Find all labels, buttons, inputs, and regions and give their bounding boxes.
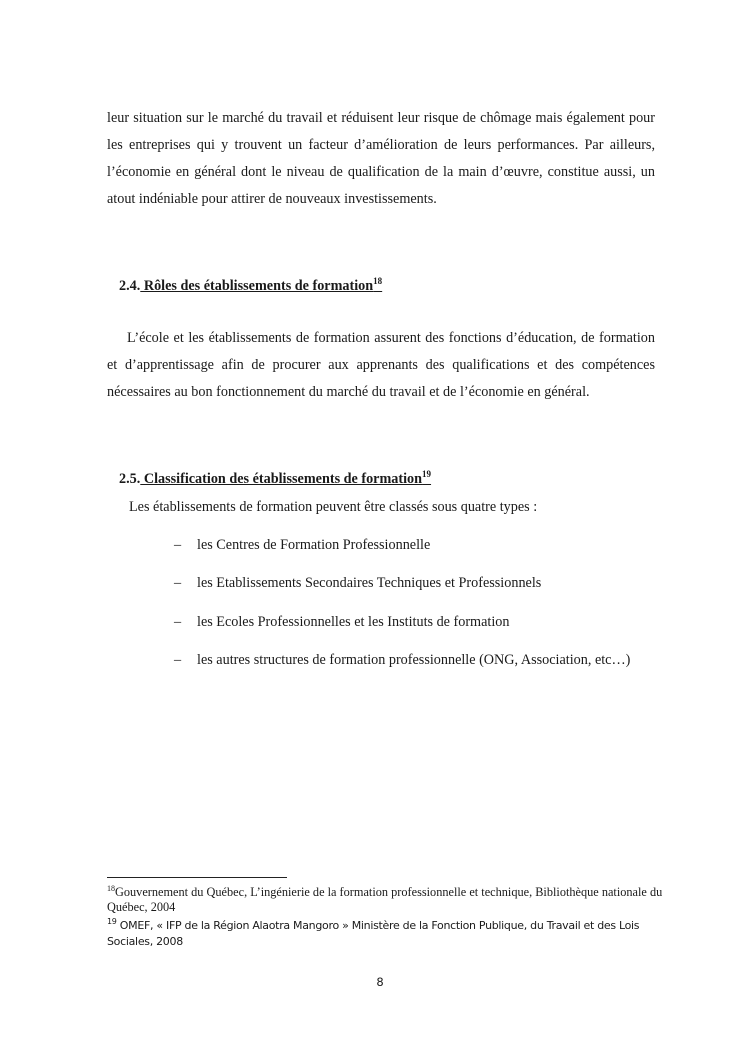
footnote-separator — [107, 877, 287, 878]
section-2-5-heading — [119, 471, 431, 488]
section-2-5-number: 2.5. — [119, 471, 141, 487]
section-2-4-paragraph: L’école et les établissements de formation assurent des fonctions d’éducation, de formation et d’apprentissage afin de procurer aux apprenants des qualifications et des compétences nécessaires au bon fonctionnement du marché du travail et de l’économie en général. — [107, 330, 655, 400]
dash-bullet: – — [174, 652, 182, 668]
section-2-5-intro: Les établissements de formation peuvent être classés sous quatre types : — [129, 499, 538, 515]
section-2-4-title: Rôles des établissements de formation — [140, 278, 374, 294]
footnote-19-number: 19 — [107, 917, 117, 926]
section-2-5-title: Classification des établissements de formation — [140, 471, 423, 487]
footnote-18-number: 18 — [107, 884, 115, 893]
footnote-ref-18[interactable]: 18 — [373, 276, 383, 286]
intro-paragraph: leur situation sur le marché du travail et réduisent leur risque de chômage mais également pour les entreprises qui y trouvent un facteur d’amélioration de leurs performances. Par ailleurs, l’économie en général dont le niveau de qualification de la main d’œuvre, constitue aussi, un atout indéniable pour attirer de nouveaux investissements. — [107, 110, 655, 207]
footnote-19-text: OMEF, « IFP de la Région Alaotra Mangoro » Ministère de la Fonction Publique, du Travail et des Lois Sociales, 2008 — [107, 919, 640, 948]
list-item-text: les Ecoles Professionnelles et les Instituts de formation — [197, 614, 510, 630]
list-item-text: les Etablissements Secondaires Techniques et Professionnels — [197, 575, 542, 591]
footnote-ref-19[interactable]: 19 — [422, 469, 432, 479]
dash-bullet: – — [174, 575, 182, 591]
footnote-18-text: Gouvernement du Québec, L’ingénierie de la formation professionnelle et technique, Bibliothèque nationale du Québec, 2004 — [107, 885, 663, 914]
footnote-19 — [107, 918, 667, 950]
dash-bullet: – — [174, 614, 182, 630]
footnote-18 — [107, 885, 667, 915]
dash-bullet: – — [174, 537, 182, 553]
list-item-text: les autres structures de formation professionnelle (ONG, Association, etc…) — [197, 652, 631, 668]
section-2-4-number: 2.4. — [119, 278, 141, 294]
section-2-4-heading — [119, 278, 382, 295]
list-item-text: les Centres de Formation Professionnelle — [197, 537, 431, 553]
page-number: 8 — [376, 975, 384, 989]
